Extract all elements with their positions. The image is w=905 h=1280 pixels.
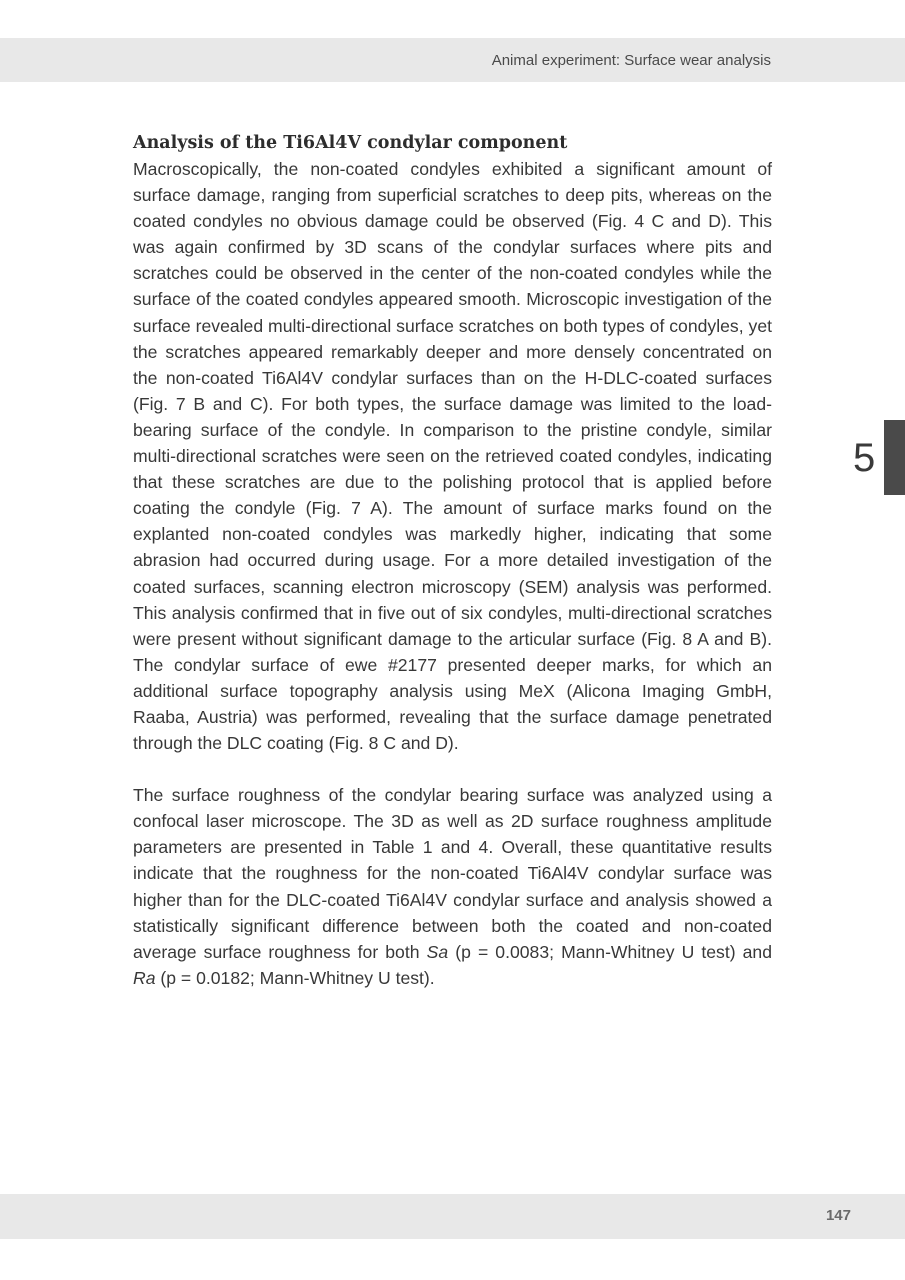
page-body bbox=[133, 130, 772, 991]
section-heading: Analysis of the Ti6Al4V condylar component bbox=[133, 133, 568, 153]
running-header bbox=[0, 38, 905, 82]
paragraph-text: (p = 0.0182; Mann-Whitney U test). bbox=[155, 967, 435, 988]
sa-parameter: Sa bbox=[426, 941, 449, 962]
paragraph-macroscopic-analysis: Macroscopically, the non-coated condyles exhibited a significant amount of surface damage, ranging from superficial scratches to deep pits, whereas on the coated condyles no obvious damage could be observed (Fig. 4 C and D). This was again confirmed by 3D scans of the condylar surfaces where pits and scratches could be observed in the center of the non-coated condyles while the surface of the coated condyles appeared smooth. Microscopic investigation of the surface revealed multi-directional surface scratches on both types of condyles, yet the scratches appeared remarkably deeper and more densely concentrated on the non-coated Ti6Al4V condylar surfaces than on the H-DLC-coated surfaces (Fig. 7 B and C). For both types, the surface damage was limited to the load-bearing surface of the condyle. In comparison to the pristine condyle, similar multi-directional scratches were seen on the retrieved coated condyles, indicating that these scratches are due to the polishing protocol that is applied before coating the condyle (Fig. 7 A). The amount of surface marks found on the explanted non-coated condyles was markedly higher, indicating that some abrasion had occurred during usage. For a more detailed investigation of the coated surfaces, scanning electron microscopy (SEM) analysis was performed. This analysis confirmed that in five out of six condyles, multi-directional scratches were present without significant damage to the articular surface (Fig. 8 A and B). The condylar surface of ewe #2177 presented deeper marks, for which an additional surface topography analysis using MeX (Alicona Imaging GmbH, Raaba, Austria) was performed, revealing that the surface damage penetrated through the DLC coating (Fig. 8 C and D). bbox=[133, 159, 772, 754]
paragraph-text: The surface roughness of the condylar bearing surface was analyzed using a confocal laser microscope. The 3D as well as 2D surface roughness amplitude parameters are presented in Table 1 and 4. Overall, these quantitative results indicate that the roughness for the non-coated Ti6Al4V condylar surface was higher than for the DLC-coated Ti6Al4V condylar surface and analysis showed a statistically significant difference between both the coated and non-coated average surface roughness for both bbox=[133, 785, 772, 962]
paragraph-surface-roughness bbox=[133, 782, 772, 991]
page-footer bbox=[0, 1194, 905, 1239]
paragraph-text: (p = 0.0083; Mann-Whitney U test) and bbox=[448, 941, 772, 962]
chapter-tab bbox=[884, 420, 905, 495]
chapter-number: 5 bbox=[853, 436, 876, 480]
page-number: 147 bbox=[825, 1207, 851, 1224]
running-title: Animal experiment: Surface wear analysis bbox=[491, 52, 771, 69]
ra-parameter: Ra bbox=[133, 967, 156, 988]
